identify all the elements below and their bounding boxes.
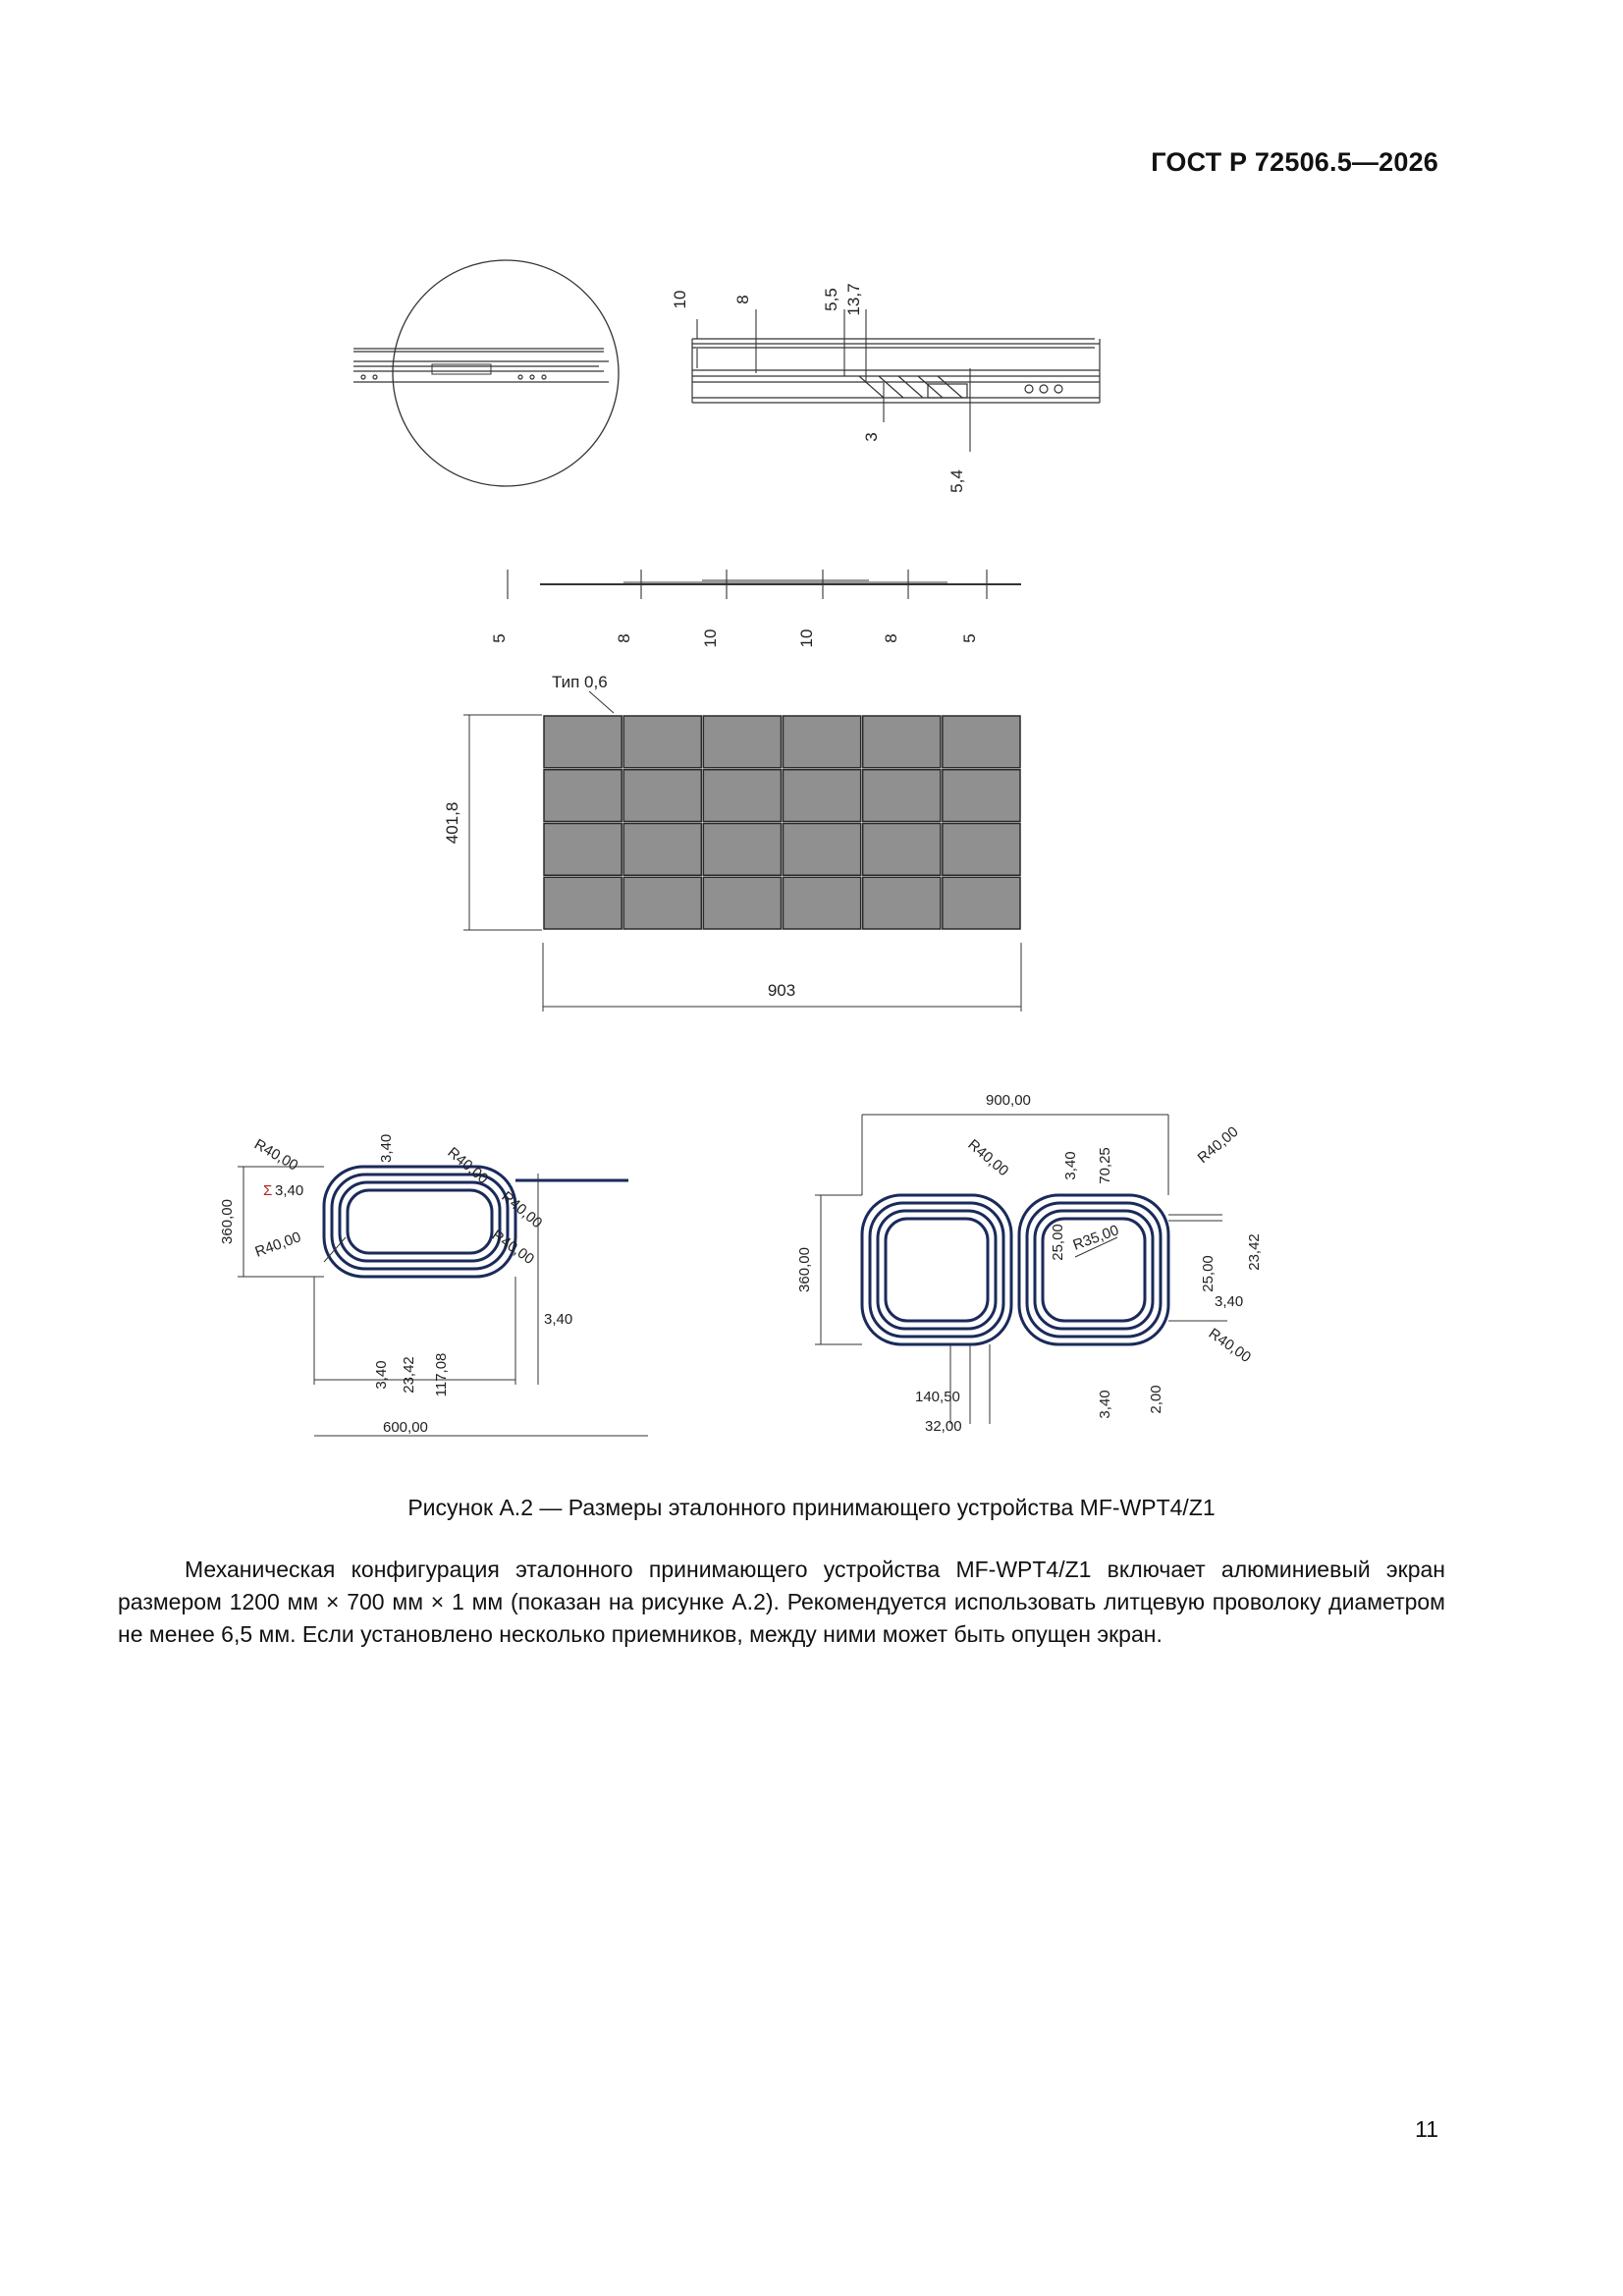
grid-tile <box>703 824 781 876</box>
coil-left-r-tr: R40,00 <box>444 1144 492 1188</box>
grid-tile <box>544 770 622 822</box>
coil-right-width: 900,00 <box>986 1092 1031 1109</box>
body-paragraph: Механическая конфигурация эталонного принимающего устройства MF-WPT4/Z1 включает алюминиевый экран размером 1200 мм × 700 мм × 1 мм (показан на рисунке А.2). Рекомендуется использовать литцевую проволоку диаметром не менее 6,5 мм. Если установлено несколько приемников, между ними может быть опущен экран. <box>118 1557 1445 1647</box>
coil-right-r-tl: R40,00 <box>964 1136 1012 1180</box>
profile-label-4: 10 <box>797 629 816 648</box>
grid-tile <box>623 716 701 768</box>
coil-left-bottom-gap: 3,40 <box>373 1360 390 1390</box>
tile-grid <box>544 716 1020 929</box>
coil-right-d-140-50: 140,50 <box>915 1389 960 1405</box>
grid-tile <box>544 824 622 876</box>
coil-right-height: 360,00 <box>796 1247 813 1292</box>
profile-label-2: 8 <box>615 633 633 643</box>
section-dim-8: 8 <box>733 295 752 304</box>
coil-right-bottom-gap: 3,40 <box>1097 1390 1113 1419</box>
profile-figure <box>486 565 1036 663</box>
tile-grid-figure <box>432 668 1041 1031</box>
grid-tile <box>623 824 701 876</box>
coil-right-top-gap: 3,40 <box>1062 1151 1079 1180</box>
document-code: ГОСТ Р 72506.5—2026 <box>1151 147 1438 177</box>
detail-circle <box>393 260 619 486</box>
grid-tile <box>863 824 941 876</box>
coil-left-figure <box>196 1090 707 1453</box>
profile-label-1: 5 <box>490 633 509 643</box>
grid-tile <box>784 877 861 929</box>
figure-caption: Рисунок А.2 — Размеры эталонного принимающего устройства MF-WPT4/Z1 <box>407 1495 1216 1520</box>
profile-label-5: 8 <box>882 633 900 643</box>
coil-right-windings <box>862 1195 1168 1344</box>
coil-left-top-gap: 3,40 <box>378 1133 395 1163</box>
coil-left-r-br: R40,00 <box>488 1227 538 1269</box>
page-number: 11 <box>1415 2116 1438 2142</box>
grid-tile <box>863 716 941 768</box>
coil-right-r-tr: R40,00 <box>1194 1122 1242 1168</box>
coil-left-width: 600,00 <box>383 1419 428 1436</box>
coil-left-height: 360,00 <box>219 1199 236 1244</box>
section-dim-5-4: 5,4 <box>947 469 966 493</box>
grid-tile <box>623 877 701 929</box>
profile-label-3: 10 <box>701 629 720 648</box>
grid-tile <box>623 770 701 822</box>
grid-tile <box>703 877 781 929</box>
section-dim-10: 10 <box>671 290 689 309</box>
coil-right-r-br: R40,00 <box>1205 1325 1255 1367</box>
grid-width-label: 903 <box>767 981 796 1000</box>
coil-right-r-35: R35,00 <box>1070 1222 1121 1254</box>
grid-tip-label: Тип 0,6 <box>552 673 608 691</box>
coil-right-d-23-42: 23,42 <box>1246 1233 1263 1271</box>
coil-right-figure <box>776 1085 1286 1449</box>
section-dim-3: 3 <box>862 432 881 442</box>
coil-right-d-32-00: 32,00 <box>925 1418 962 1435</box>
grid-tile <box>784 770 861 822</box>
grid-tile <box>784 824 861 876</box>
grid-tile <box>703 770 781 822</box>
grid-tile <box>943 716 1020 768</box>
section-strip <box>692 339 1100 403</box>
profile-label-6: 5 <box>960 633 979 643</box>
coil-left-r-bl: R40,00 <box>252 1229 303 1261</box>
section-dim-13-7: 13,7 <box>844 283 863 316</box>
section-dim-5-5: 5,5 <box>822 288 840 311</box>
coil-left-right-gap: 3,40 <box>544 1311 573 1328</box>
coil-left-r-right: R40,00 <box>498 1188 546 1232</box>
grid-tile <box>784 716 861 768</box>
grid-tile <box>943 877 1020 929</box>
coil-right-d-2-00: 2,00 <box>1148 1385 1164 1414</box>
sum-symbol: Σ <box>263 1182 273 1199</box>
coil-right-d-25-00b: 25,00 <box>1200 1255 1217 1292</box>
coil-left-sum-label: 3,40 <box>275 1182 304 1199</box>
grid-tile <box>943 824 1020 876</box>
coil-right-d-70-25: 70,25 <box>1097 1147 1113 1184</box>
grid-tile <box>863 770 941 822</box>
grid-tile <box>863 877 941 929</box>
grid-tile <box>544 716 622 768</box>
grid-tile <box>544 877 622 929</box>
coil-left-d-23-42: 23,42 <box>401 1356 417 1394</box>
coil-right-right-gap: 3,40 <box>1215 1293 1244 1310</box>
detail-circle-content <box>353 349 609 382</box>
grid-tile <box>703 716 781 768</box>
grid-tile <box>943 770 1020 822</box>
section-view-figure <box>324 250 1168 506</box>
coil-left-r-tl: R40,00 <box>251 1135 301 1175</box>
coil-right-d-25-00a: 25,00 <box>1050 1224 1066 1261</box>
coil-left-d-117-08: 117,08 <box>433 1352 450 1397</box>
grid-height-label: 401,8 <box>443 801 461 845</box>
